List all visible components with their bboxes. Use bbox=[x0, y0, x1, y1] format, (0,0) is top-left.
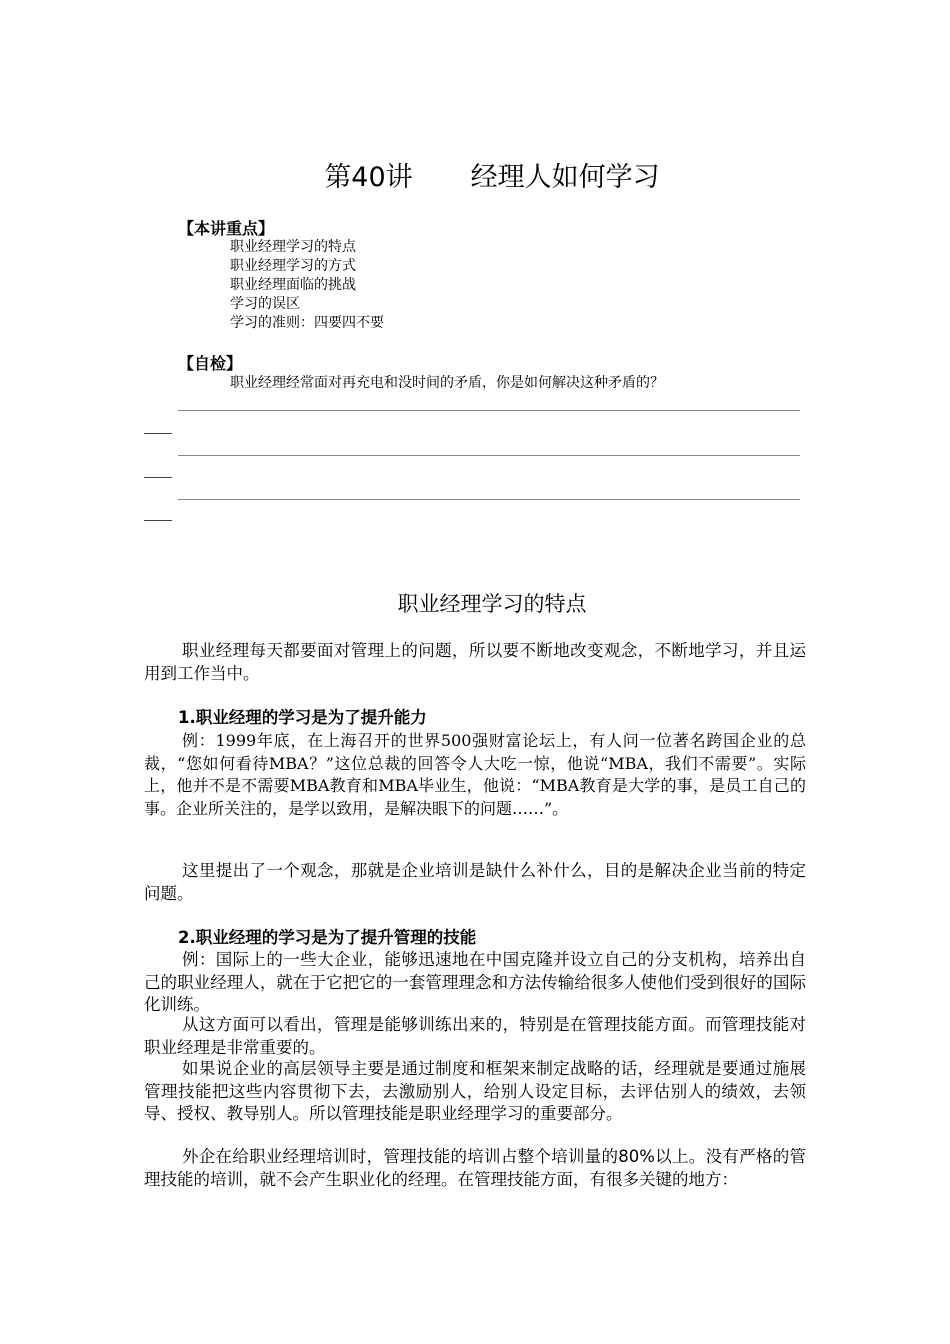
subsection-heading-1: 1.职业经理的学习是为了提升能力 bbox=[178, 708, 427, 727]
answer-line-stub bbox=[144, 433, 172, 434]
lecture-title-text: 经理人如何学习 bbox=[470, 162, 660, 193]
section-title: 职业经理学习的特点 bbox=[397, 592, 587, 616]
subsection-heading-2: 2.职业经理的学习是为了提升管理的技能 bbox=[178, 928, 477, 947]
lecture-title bbox=[0, 158, 950, 198]
body-paragraph: 如果说企业的高层领导主要是通过制度和框架来制定战略的话，经理就是要通过施展管理技能把这些内容贯彻下去，去激励别人，给别人设定目标，去评估别人的绩效，去领导、授权、教导别人。所以管理技能是职业经理学习的重要部分。 bbox=[144, 1059, 806, 1123]
body-paragraph: 例：国际上的一些大企业，能够迅速地在中国克隆并设立自己的分支机构，培养出自己的职业经理人，就在于它把它的一套管理理念和方法传输给很多人使他们受到很好的国际化训练。 bbox=[144, 950, 806, 1014]
body-paragraph: 外企在给职业经理培训时，管理技能的培训占整个培训量的80%以上。没有严格的管理技能的培训，就不会产生职业化的经理。在管理技能方面，有很多关键的地方： bbox=[144, 1147, 806, 1189]
lecture-number: 第40讲 bbox=[324, 162, 413, 193]
example-paragraph: 例：1999年底，在上海召开的世界500强财富论坛上，有人问一位著名跨国企业的总裁，“您如何看待MBA？”这位总裁的回答令人大吃一惊，他说“MBA，我们不需要”。实际上，他并不是不需要MBA教育和MBA毕业生，他说：“MBA教育是大学的事，是员工自己的事。企业所关注的，是学以致用，是解决眼下的问题……”。 bbox=[144, 731, 806, 818]
self-check-question: 职业经理经常面对再充电和没时间的矛盾，你是如何解决这种矛盾的？ bbox=[230, 375, 664, 391]
body-paragraph: 从这方面可以看出，管理是能够训练出来的，特别是在管理技能方面。而管理技能对职业经理是非常重要的。 bbox=[144, 1015, 806, 1057]
answer-line bbox=[178, 410, 800, 411]
self-check-label: 【自检】 bbox=[178, 354, 243, 373]
key-point-item: 职业经理学习的方式 bbox=[230, 258, 356, 274]
key-points-label: 【本讲重点】 bbox=[178, 219, 275, 238]
key-point-item: 学习的误区 bbox=[230, 296, 300, 312]
answer-line bbox=[178, 499, 800, 500]
key-point-item: 职业经理学习的特点 bbox=[230, 239, 356, 255]
key-point-item: 职业经理面临的挑战 bbox=[230, 277, 356, 293]
intro-paragraph: 职业经理每天都要面对管理上的问题，所以要不断地改变观念，不断地学习，并且运用到工作当中。 bbox=[144, 641, 806, 683]
key-point-item: 学习的准则：四要四不要 bbox=[230, 315, 384, 331]
answer-line-stub bbox=[144, 477, 172, 478]
answer-line-stub bbox=[144, 520, 172, 521]
answer-line bbox=[178, 455, 800, 456]
note-paragraph: 这里提出了一个观念，那就是企业培训是缺什么补什么，目的是解决企业当前的特定问题。 bbox=[144, 861, 806, 903]
